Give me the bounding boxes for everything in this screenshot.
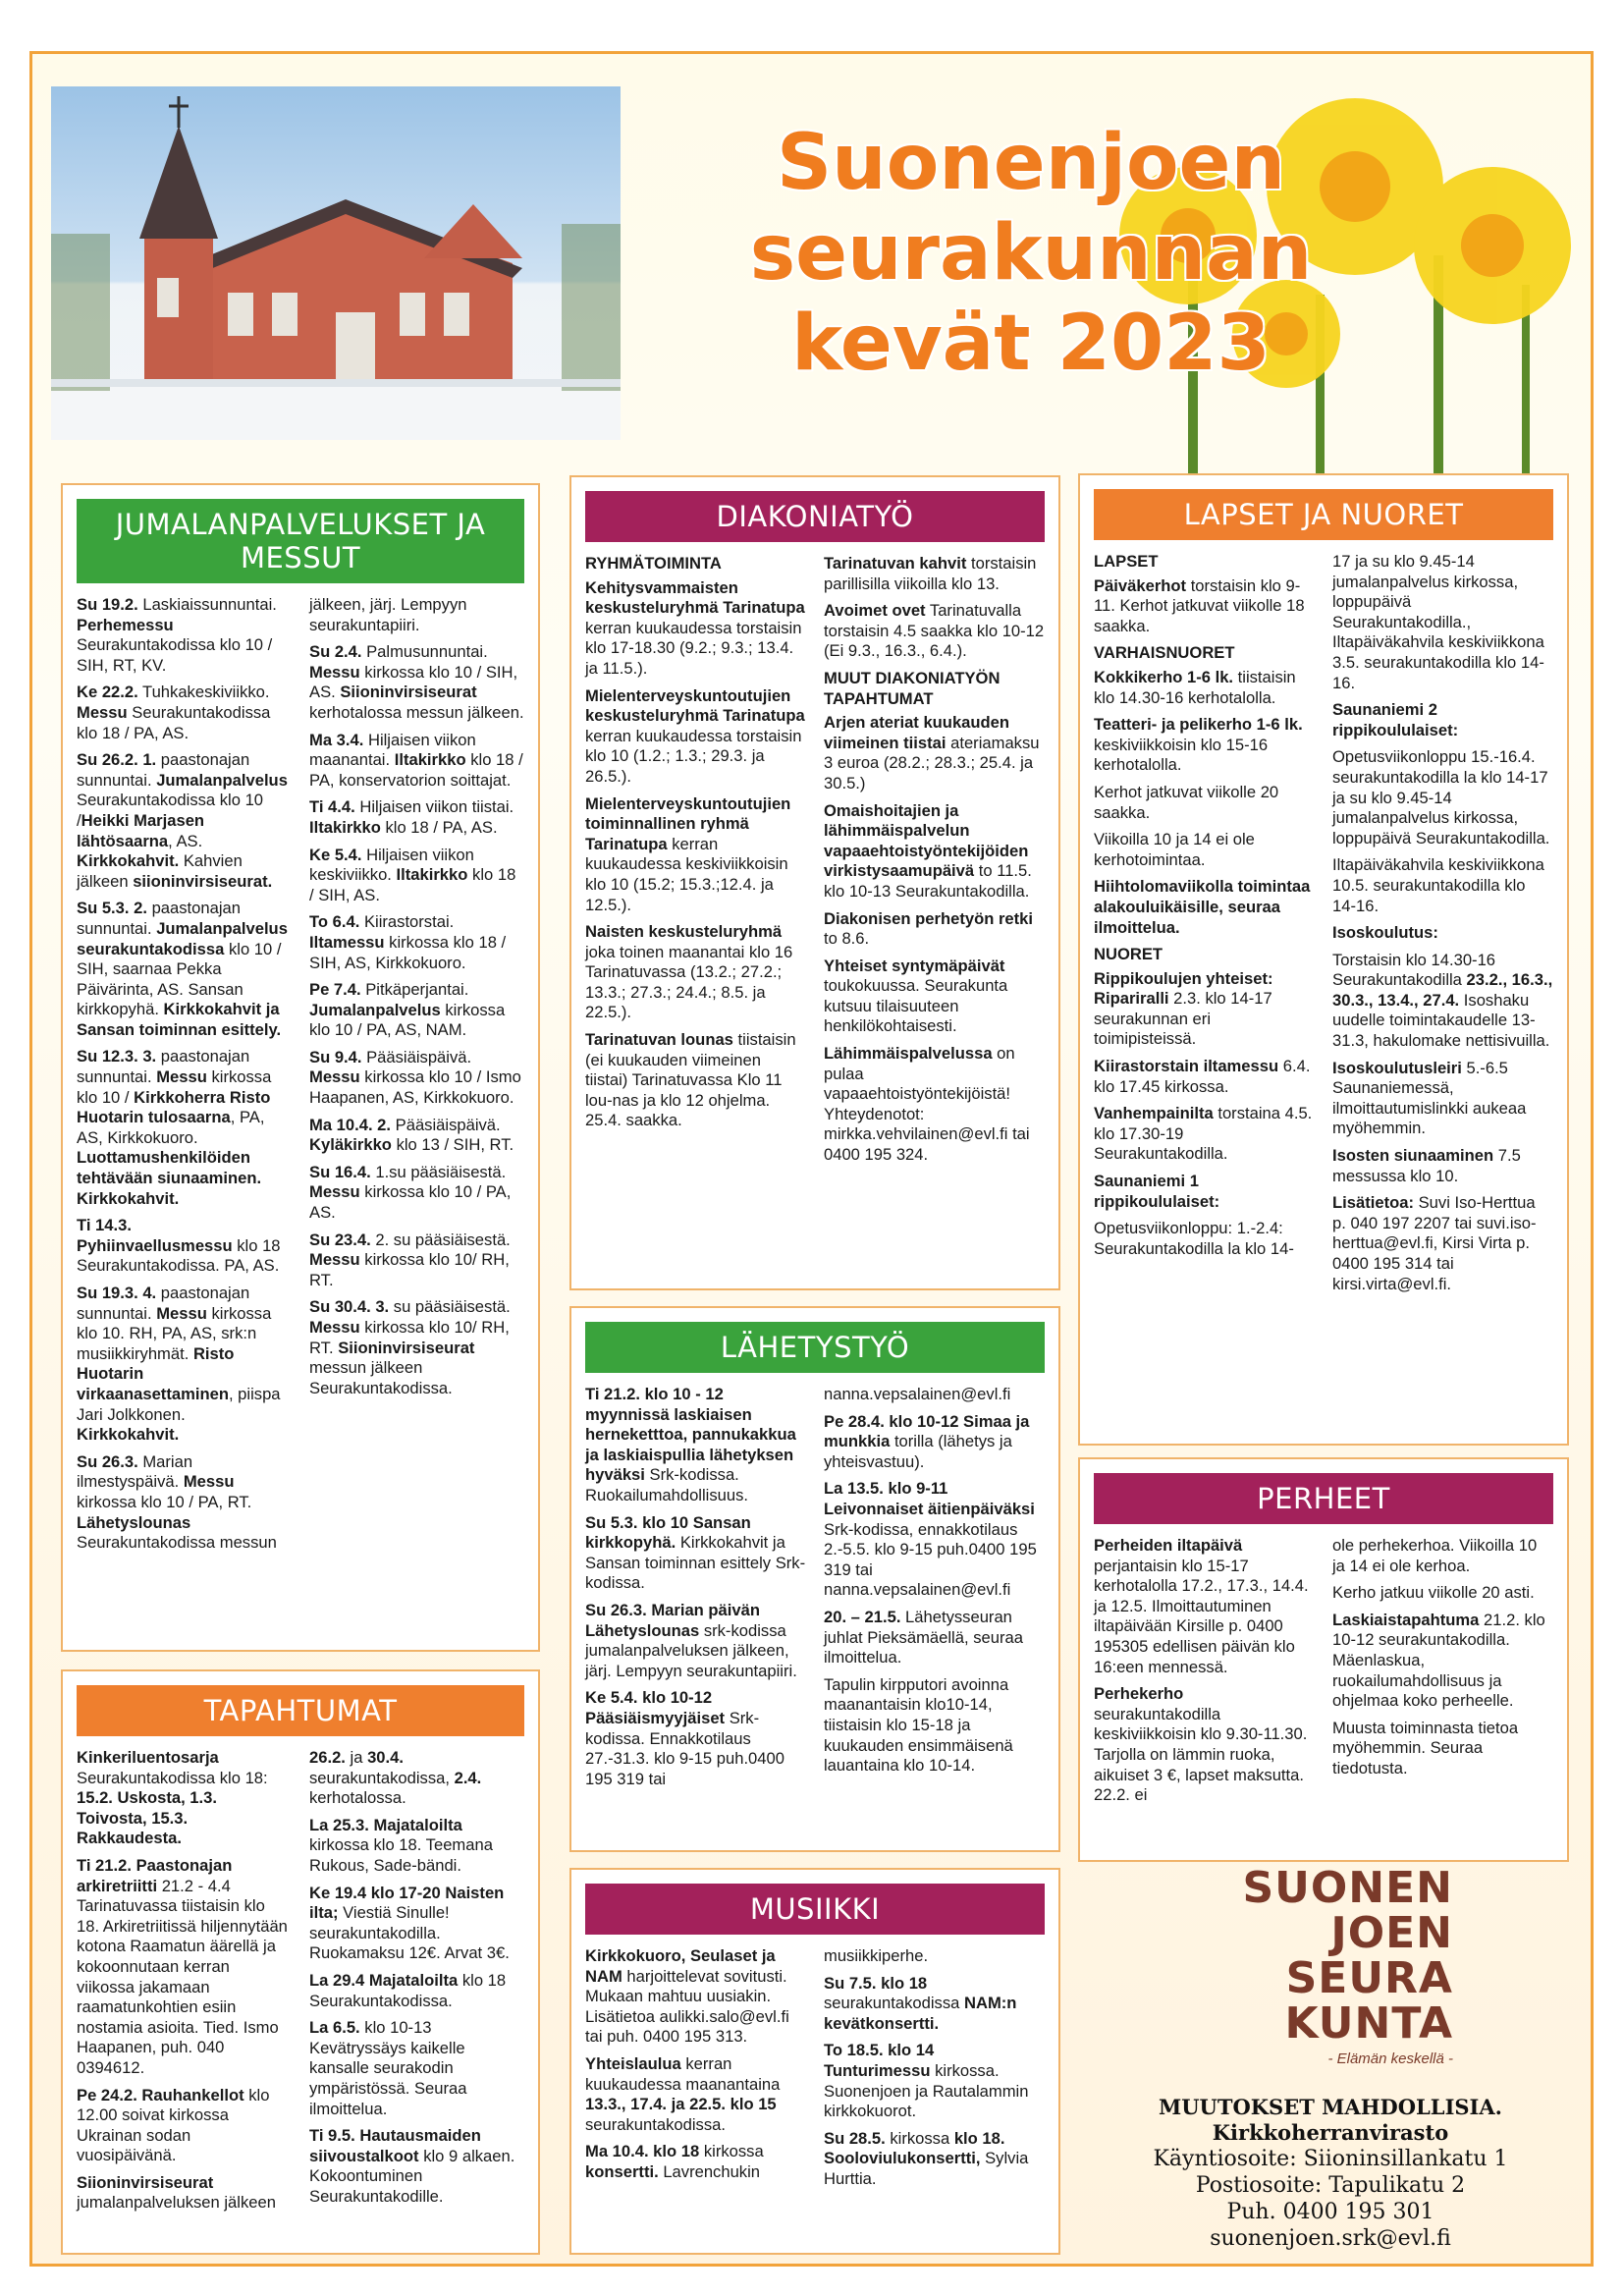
section-body: [585, 1946, 1045, 2197]
section-body: [585, 554, 1045, 1173]
section-musiikki: [569, 1868, 1060, 2255]
email-link[interactable]: suonenjoen.srk@evl.fi: [1210, 2226, 1451, 2251]
section-heading: TAPAHTUMAT: [77, 1685, 524, 1736]
section-body: [77, 1748, 524, 2220]
text-column: LAPSET Päiväkerhot torstaisin klo 9-11. Kerhot jatkuvat viikolle 18 saakka. VARHAISNUORET Kokkikerho 1-6 lk. tiistaisin klo 14.30-16 kerhotalolla. Teatteri- ja pelikerho 1-6 lk. keskiviikkoisin klo 15-16 kerhotalolla. Kerhot jatkuvat viikolle 20 saakka. Viikoilla 10 ja 14 ei ole kerhotoimintaa. Hiihtolomaviikolla toimintaa alakouluikäisille, seuraa ilmoittelua. NUORET Rippikoulujen yhteiset: Ripariralli 2.3. klo 14-17 seurakunnan eri toimipisteissä. Kiirastorstain iltamessu 6.4. klo 17.45 kirkossa. Vanhempainilta torstaina 4.5. klo 17.30-19 Seurakuntakodilla. Saunaniemi 1 rippikoululaiset: Opetusviikonloppu: 1.-2.4: Seurakuntakodilla la klo 14-: [1094, 552, 1313, 1258]
text-column: RYHMÄTOIMINTA Kehitysvammaisten keskusteluryhmä Tarinatupa kerran kuukaudessa torstaisin klo 17-18.30 (9.2.; 9.3.; 13.4. ja 11.5.). Mielenterveyskuntoutujien keskusteluryhmä Tarinatupa kerran kuukaudessa torstaisin klo 10 (1.2.; 1.3.; 29.3. ja 26.5.). Mielenterveyskuntoutujien toiminnallinen ryhmä Tarinatupa kerran kuukaudessa keskiviikkoisin klo 10 (15.2; 15.3.;12.4. ja 12.5.). Naisten keskusteluryhmä joka toinen maanantai klo 16 Tarinatuvassa (13.2.; 27.2.; 13.3.; 27.3.; 24.4.; 8.5. ja 22.5.). Tarinatuvan lounas tiistaisin (ei kuukauden viimeinen tiistai) Tarinatuvassa Klo 11 lou-nas ja klo 12 ohjelma. 25.4. saakka.: [585, 554, 805, 1130]
church-illustration: [51, 86, 621, 440]
section-heading: LAPSET JA NUORET: [1094, 489, 1553, 540]
section-heading: DIAKONIATYÖ: [585, 491, 1045, 542]
office-name: Kirkkoherranvirasto: [1212, 2120, 1449, 2145]
text-column: Ti 21.2. klo 10 - 12 myynnissä laskiaisen herneketttoa, pannukakkua ja laskiaispullia lähetyksen hyväksi Srk-kodissa. Ruokailumahdollisuus. Su 5.3. klo 10 Sansan kirkkopyhä. Kirkkokahvit ja Sansan toiminnan esittely Srk-kodissa. Su 26.3. Marian päivän Lähetyslounas srk-kodissa jumalanpalveluksen jälkeen, järj. Lempyyn seurakuntapiiri. Ke 5.4. klo 10-12 Pääsiäismyyjäiset Srk-kodissa. Ennakkotilaus 27.-31.3. klo 9-15 puh.0400 195 319 tai: [585, 1385, 806, 1788]
section-body: [585, 1385, 1045, 1796]
title-line-3: kevät 2023: [791, 300, 1271, 388]
text-column: ole perhekerhoa. Viikoilla 10 ja 14 ei ole kerhoa. Kerho jatkuu viikolle 20 asti. Laskiaistapahtuma 21.2. klo 10-12 seurakuntakodilla. Mäenlaskua, ruokailumahdollisuus ja ohjelmaa koko perheelle. Muusta toiminnasta tietoa myöhemmin. Seuraa tiedotusta.: [1332, 1536, 1545, 1777]
section-body: [77, 595, 524, 1560]
title-line-2: seurakunnan: [749, 209, 1313, 298]
logo-word-4: KUNTA: [1284, 1998, 1453, 2049]
text-column: Kinkeriluentosarja Seurakuntakodissa klo 18: 15.2. Uskosta, 1.3. Toivosta, 15.3. Rakkaudesta. Ti 21.2. Paastonajan arkiretriitti 21.2 - 4.4 Tarinatuvassa tiistaisin klo 18. Arkiretriitissä hiljennytään kotona Raamatun äärellä ja kokoonnutaan kerran viikossa jakamaan raamatunkohtien esiin nostamia asioita. Tied. Ismo Haapanen, puh. 040 0394612. Pe 24.2. Rauhankellot klo 12.00 soivat kirkossa Ukrainan sodan vuosipäivänä. Siioninvirsiseurat jumalanpalveluksen jälkeen: [77, 1748, 288, 2213]
logo-word-1: SUONEN: [1242, 1863, 1453, 1913]
logo-slogan: - Elämän keskellä -: [1327, 2050, 1453, 2067]
section-lapset-ja-nuoret: [1078, 473, 1569, 1446]
contact-info: [1109, 2095, 1551, 2252]
section-diakoniatyo: [569, 475, 1060, 1290]
text-column: Perheiden iltapäivä perjantaisin klo 15-17 kerhotalolla 17.2., 17.3., 14.4. ja 12.5. Ilmoittautuminen iltapäivään Kirsille p. 0400 195305 edellisen päivän klo 16:een mennessä. Perhekerho seurakuntakodilla keskiviikkoisin klo 9.30-11.30. Tarjolla on lämmin ruoka, aikuiset 3 €, lapset maksutta. 22.2. ei: [1094, 1536, 1309, 1805]
section-heading: PERHEET: [1094, 1473, 1553, 1524]
section-jumalanpalvelukset: [61, 483, 540, 1652]
section-tapahtumat: [61, 1669, 540, 2255]
section-body: [1094, 552, 1553, 1301]
section-heading: JUMALANPALVELUKSET JA MESSUT: [77, 499, 524, 583]
title-line-1: Suonenjoen: [776, 119, 1285, 207]
text-column: Kirkkokuoro, Seulaset ja NAM harjoittelevat sovitusti. Mukaan mahtuu uusiakin. Lisätietoa aulikki.salo@evl.fi tai puh. 0400 195 313. Yhteislaulua kerran kuukaudessa maanantaina 13.3., 17.4. ja 22.5. klo 15 seurakuntakodissa. Ma 10.4. klo 18 kirkossa konsertti. Lavrenchukin: [585, 1946, 789, 2181]
text-column: Su 19.2. Laskiaissunnuntai. Perhemessu Seurakuntakodissa klo 10 / SIH, RT, KV. Ke 22.2. Tuhkakeskiviikko. Messu Seurakuntakodissa klo 18 / PA, AS. Su 26.2. 1. paastonajan sunnuntai. Jumalanpalvelus Seurakuntakodissa klo 10 /Heikki Marjasen lähtösaarna, AS. Kirkkokahvit. Kahvien jälkeen siioninvirsiseurat. Su 5.3. 2. paastonajan sunnuntai. Jumalanpalvelus seurakuntakodissa klo 10 / SIH, saarnaa Pekka Päivärinta, AS. Sansan kirkkopyhä. Kirkkokahvit ja Sansan toiminnan esittely. Su 12.3. 3. paastonajan sunnuntai. Messu kirkossa klo 10 / Kirkkoherra Risto Huotarin tulosaarna, PA, AS, Kirkkokuoro. Luottamushenkilöiden tehtävään siunaaminen. Kirkkokahvit. Ti 14.3. Pyhiinvaellusmessu klo 18 Seurakuntakodissa. PA, AS. Su 19.3. 4. paastonajan sunnuntai. Messu kirkossa klo 10. RH, PA, AS, srk:n musiikkiryhmät. Risto Huotarin virkaanasettaminen, piispa Jari Jolkkonen. Kirkkokahvit. Su 26.3. Marian ilmestyspäivä. Messu kirkossa klo 10 / PA, RT. Lähetyslounas Seurakuntakodissa messun: [77, 595, 288, 1553]
visiting-address: Käyntiosoite: Siioninsillankatu 1: [1153, 2147, 1508, 2171]
logo-word-3: SEURA: [1285, 1953, 1453, 2003]
text-column: Tarinatuvan kahvit torstaisin parillisilla viikoilla klo 13. Avoimet ovet Tarinatuvalla torstaisin 4.5 saakka klo 10-12 (Ei 9.3., 16.3., 6.4.). MUUT DIAKONIATYÖN TAPAHTUMAT Arjen ateriat kuukauden viimeinen tiistai ateriamaksu 3 euroa (28.2.; 28.3.; 25.4. ja 30.5.) Omaishoitajien ja lähimmäispalvelun vapaaehtoistyöntekijöiden virkistysaamupäivä to 11.5. klo 10-13 Seurakuntakodilla. Diakonisen perhetyön retki to 8.6. Yhteiset syntymäpäivät toukokuussa. Seurakunta kutsuu tilaisuuteen henkilökohtaisesti. Lähimmäispalvelussa on pulaa vapaaehtoistyöntekijöistä! Yhteydenotot: mirkka.vehvilainen@evl.fi tai 0400 195 324.: [824, 554, 1045, 1165]
postal-address: Postiosoite: Tapulikatu 2: [1195, 2173, 1466, 2198]
section-perheet: [1078, 1457, 1569, 1862]
phone: Puh. 0400 195 301: [1226, 2200, 1434, 2224]
church-photo: [51, 86, 621, 440]
text-column: 26.2. ja 30.4. seurakuntakodissa, 2.4. kerhotalossa. La 25.3. Majataloilta kirkossa klo 18. Teemana Rukous, Sade-bändi. Ke 19.4 klo 17-20 Naisten ilta; Viestiä Sinulle! seurakuntakodilla. Ruokamaksu 12€. Arvat 3€. La 29.4 Majataloilta klo 18 Seurakuntakodissa. La 6.5. klo 10-13 Kevätryssäys kaikelle kansalle seurakodin ympäristössä. Seuraa ilmoittelua. Ti 9.5. Hautausmaiden siivoustalkoot klo 9 alkaen. Kokoontuminen Seurakuntakodille.: [309, 1748, 515, 2206]
text-column: jälkeen, järj. Lempyyn seurakuntapiiri. Su 2.4. Palmusunnuntai. Messu kirkossa klo 10 / SIH, AS. Siioninvirsiseurat kerhotalossa messun jälkeen. Ma 3.4. Hiljaisen viikon maanantai. Iltakirkko klo 18 / PA, konservatorion soittajat. Ti 4.4. Hiljaisen viikon tiistai. Iltakirkko klo 18 / PA, AS. Ke 5.4. Hiljaisen viikon keskiviikko. Iltakirkko klo 18 / SIH, AS. To 6.4. Kiirastorstai. Iltamessu kirkossa klo 18 / SIH, AS, Kirkkokuoro. Pe 7.4. Pitkäperjantai. Jumalanpalvelus kirkossa klo 10 / PA, AS, NAM. Su 9.4. Pääsiäispäivä. Messu kirkossa klo 10 / Ismo Haapanen, AS, Kirkkokuoro. Ma 10.4. 2. Pääsiäispäivä. Kyläkirkko klo 13 / SIH, RT. Su 16.4. 1.su pääsiäisestä. Messu kirkossa klo 10 / PA, AS. Su 23.4. 2. su pääsiäisestä. Messu kirkossa klo 10/ RH, RT. Su 30.4. 3. su pääsiäisestä. Messu kirkossa klo 10/ RH, RT. Siioninvirsiseurat messun jälkeen Seurakuntakodissa.: [309, 595, 524, 1397]
changes-note: MUUTOKSET MAHDOLLISIA.: [1159, 2095, 1502, 2119]
section-body: [1094, 1536, 1553, 1813]
parish-logo: [1208, 1863, 1453, 2067]
text-column: nanna.vepsalainen@evl.fi Pe 28.4. klo 10-12 Simaa ja munkkia torilla (lähetys ja yhteisvastuu). La 13.5. klo 9-11 Leivonnaiset äitienpäiväksi Srk-kodissa, ennakkotilaus 2.-5.5. klo 9-15 puh.0400 195 319 tai nanna.vepsalainen@evl.fi 20. – 21.5. Lähetysseuran juhlat Pieksämäellä, seuraa ilmoittelua. Tapulin kirpputori avoinna maanantaisin klo10-14, tiistaisin klo 15-18 ja kuukauden ensimmäisenä lauantaina klo 10-14.: [824, 1385, 1037, 1776]
section-heading: MUSIIKKI: [585, 1884, 1045, 1935]
logo-word-2: JOEN: [1330, 1908, 1453, 1958]
section-lahetystyo: [569, 1306, 1060, 1852]
text-column: musiikkiperhe. Su 7.5. klo 18 seurakuntakodissa NAM:n kevätkonsertti. To 18.5. klo 14 Tunturimessu kirkossa. Suonenjoen ja Rautalammin kirkkokuorot. Su 28.5. kirkossa klo 18. Sooloviulukonsertti, Sylvia Hurttia.: [824, 1946, 1029, 2188]
page-title: [687, 118, 1375, 389]
section-heading: LÄHETYSTYÖ: [585, 1322, 1045, 1373]
text-column: 17 ja su klo 9.45-14 jumalanpalvelus kirkossa, loppupäivä Seurakuntakodilla., Iltapäiväkahvila keskiviikkona 3.5. seurakuntakodilla klo 14-16. Saunaniemi 2 rippikoululaiset: Opetusviikonloppu 15.-16.4. seurakuntakodilla la klo 14-17 ja su klo 9.45-14 jumalanpalvelus kirkossa, loppupäivä Seurakuntakodilla. Iltapäiväkahvila keskiviikkona 10.5. seurakuntakodilla klo 14-16. Isoskoulutus: Torstaisin klo 14.30-16 Seurakuntakodilla 23.2., 16.3., 30.3., 13.4., 27.4. Isoshaku uudelle toimintakaudelle 13-31.3, hakulomake nettisivuilla. Isoskoulutusleiri 5.-6.5 Saunaniemessä, ilmoittautumislinkki aukeaa myöhemmin. Isosten siunaaminen 7.5 messussa klo 10. Lisätietoa: Suvi Iso-Herttua p. 040 197 2207 tai suvi.iso-herttua@evl.fi, Kirsi Virta p. 0400 195 314 tai kirsi.virta@evl.fi.: [1332, 552, 1553, 1293]
